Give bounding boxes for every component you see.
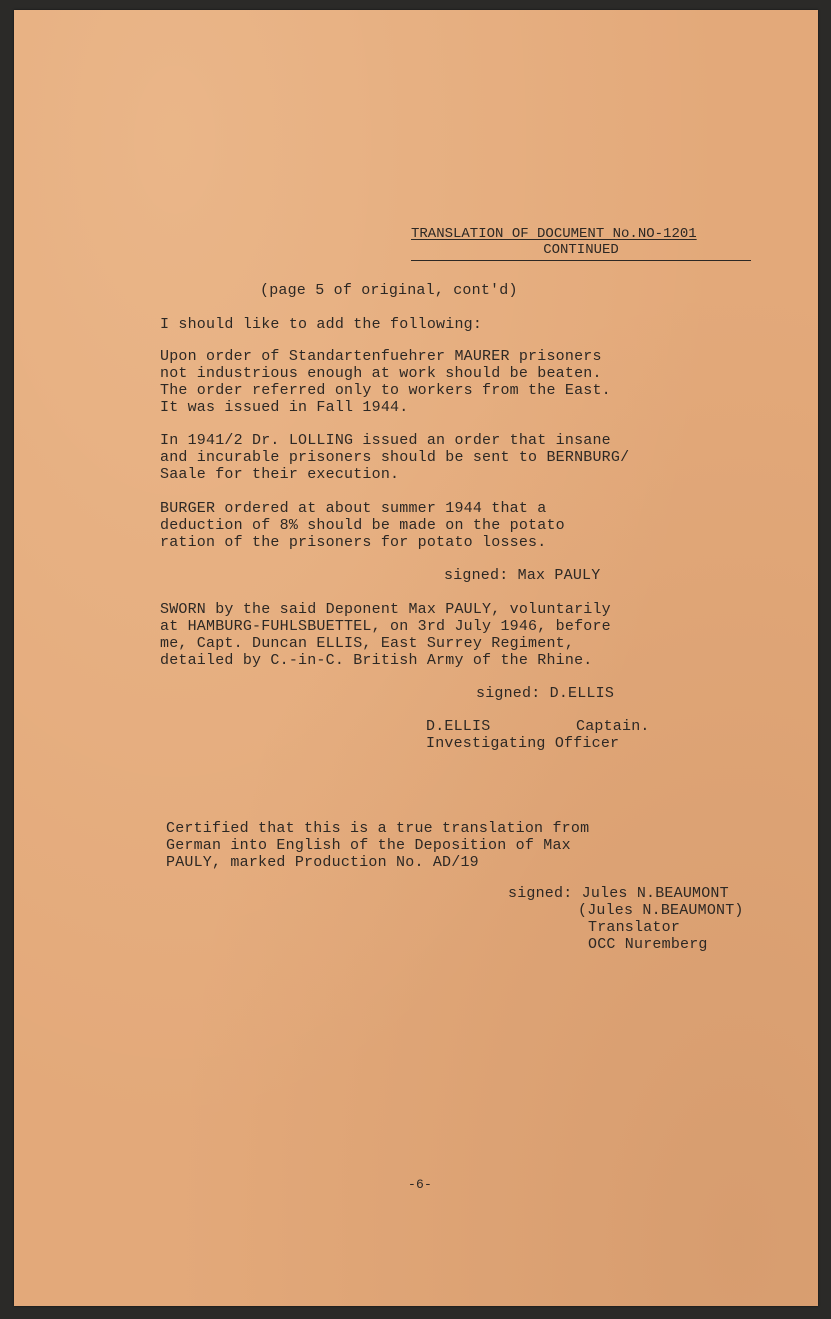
officer-role: Investigating Officer [426,735,620,752]
paragraph-3-line: BURGER ordered at about summer 1944 that a [160,500,547,517]
paragraph-1-line: It was issued in Fall 1944. [160,399,409,416]
intro-line: I should like to add the following: [160,316,483,333]
translator-name: (Jules N.BEAUMONT) [578,902,744,919]
sworn-statement-line: detailed by C.-in-C. British Army of the Rhine. [160,652,593,669]
paragraph-2-line: Saale for their execution. [160,466,400,483]
paragraph-3-line: deduction of 8% should be made on the potato [160,517,565,534]
deponent-signature: signed: Max PAULY [444,567,601,584]
document-page [14,10,818,1306]
page-number: -6- [408,1177,433,1192]
certification-line: Certified that this is a true translation from [166,820,590,837]
page-reference: (page 5 of original, cont'd) [260,282,518,299]
sworn-statement-line: SWORN by the said Deponent Max PAULY, voluntarily [160,601,611,618]
paragraph-1-line: The order referred only to workers from the East. [160,382,611,399]
document-subtitle: CONTINUED [543,242,619,258]
officer-signature: signed: D.ELLIS [476,685,615,702]
translator-title: Translator [588,919,681,936]
sworn-statement-line: me, Capt. Duncan ELLIS, East Surrey Regiment, [160,635,575,652]
officer-name: D.ELLIS [426,718,491,735]
paragraph-1-line: not industrious enough at work should be beaten. [160,365,602,382]
certification-line: German into English of the Deposition of Max [166,837,571,854]
paragraph-3-line: ration of the prisoners for potato losses. [160,534,547,551]
sworn-statement-line: at HAMBURG-FUHLSBUETTEL, on 3rd July 1946, before [160,618,611,635]
translator-office: OCC Nuremberg [588,936,708,953]
document-header [411,226,751,261]
translator-signature: signed: Jules N.BEAUMONT [508,885,729,902]
certification-line: PAULY, marked Production No. AD/19 [166,854,479,871]
document-title: TRANSLATION OF DOCUMENT No.NO-1201 [411,226,697,242]
paragraph-1-line: Upon order of Standartenfuehrer MAURER prisoners [160,348,602,365]
officer-rank: Captain. [576,718,650,735]
paragraph-2-line: In 1941/2 Dr. LOLLING issued an order that insane [160,432,611,449]
paragraph-2-line: and incurable prisoners should be sent to BERNBURG/ [160,449,630,466]
